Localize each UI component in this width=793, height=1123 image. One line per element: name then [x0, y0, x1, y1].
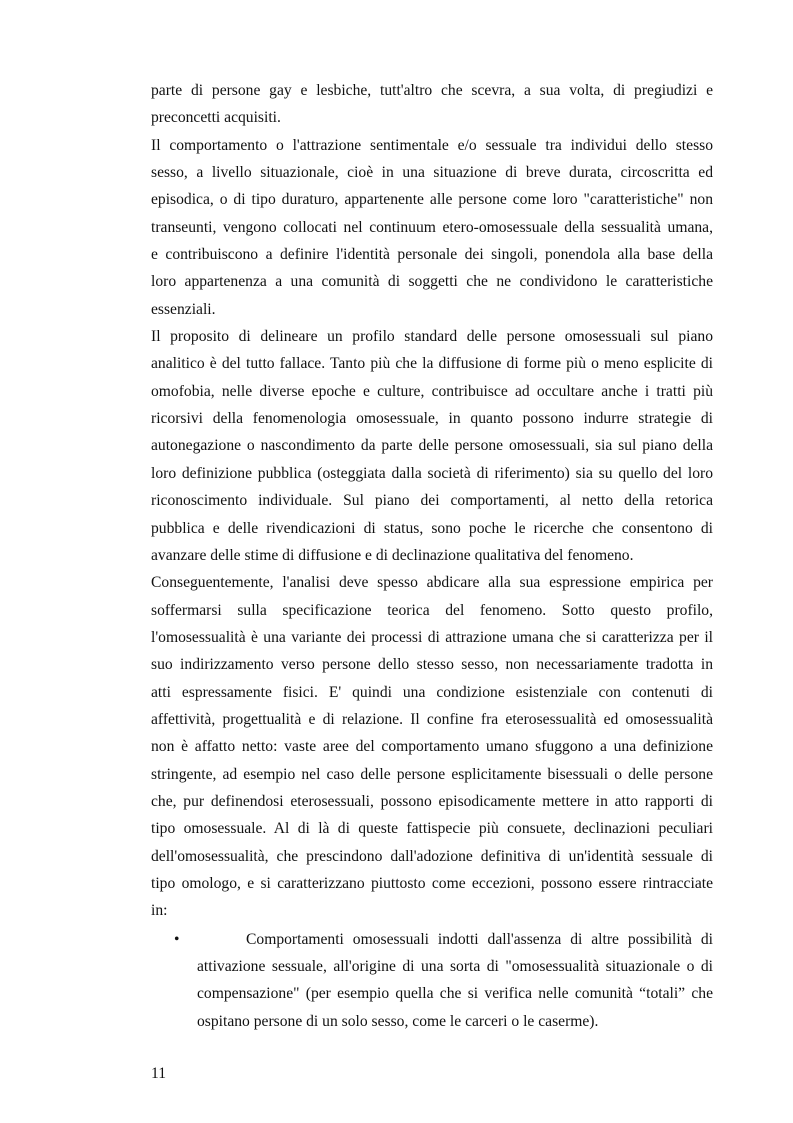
text-line: loro definizione pubblica (osteggiata dalla società di riferimento) sia su quello del loro	[151, 464, 713, 482]
text-line: che, pur definendosi eterosessuali, possono episodicamente mettere in atto rapporti di	[151, 792, 713, 810]
text-line: stringente, ad esempio nel caso delle persone esplicitamente bisessuali o delle persone	[151, 765, 713, 783]
bullet-list-item	[151, 926, 713, 1035]
text-line: avanzare delle stime di diffusione e di declinazione qualitativa del fenomeno.	[151, 546, 634, 564]
text-line: transeunti, vengono collocati nel continuum etero-omosessuale della sessualità umana,	[151, 218, 713, 236]
text-line: suo indirizzamento verso persone dello stesso sesso, non necessariamente tradotta in	[151, 656, 713, 674]
text-line: tipo omosessuale. Al di là di queste fattispecie più consuete, declinazioni peculiari	[151, 820, 713, 838]
text-line: e contribuiscono a definire l'identità personale dei singoli, ponendola alla base della	[151, 246, 713, 264]
text-line: compensazione" (per esempio quella che si verifica nelle comunità “totali” che	[197, 985, 713, 1003]
text-line: affettività, progettualità e di relazione. Il confine fra eterosessualità ed omosessualità	[151, 710, 713, 728]
document-body	[151, 77, 713, 1035]
text-line: in:	[151, 902, 168, 920]
paragraph-profile	[151, 323, 713, 569]
text-line: non è affatto netto: vaste aree del comportamento umano sfuggono a una definizione	[151, 738, 713, 756]
text-line: ricorsivi della fenomenologia omosessuale, in quanto possono indurre strategie di	[151, 410, 713, 428]
text-line: attivazione sessuale, all'origine di una sorta di "omosessualità situazionale o di	[197, 958, 713, 975]
text-line: preconcetti acquisiti.	[151, 109, 281, 127]
text-line: Conseguentemente, l'analisi deve spesso abdicare alla sua espressione empirica per	[151, 574, 713, 592]
paragraph-continuation	[151, 77, 713, 132]
text-line: Comportamenti omosessuali indotti dall'assenza di altre possibilità di	[246, 930, 713, 948]
text-line: sesso, a livello situazionale, cioè in una situazione di breve durata, circoscritta ed	[151, 164, 713, 182]
text-line: ospitano persone di un solo sesso, come le carceri o le caserme).	[197, 1012, 599, 1030]
bullet-text	[197, 926, 713, 1035]
paragraph-definition	[151, 132, 713, 323]
text-line: parte di persone gay e lesbiche, tutt'altro che scevra, a sua volta, di pregiudizi e	[151, 82, 713, 99]
text-line: atti espressamente fisici. E' quindi una condizione esistenziale con contenuti di	[151, 683, 713, 701]
paragraph-analysis	[151, 569, 713, 924]
text-line: tipo omologo, e si caratterizzano piuttosto come eccezioni, possono essere rintracciate	[151, 874, 713, 892]
text-line: riconoscimento individuale. Sul piano dei comportamenti, al netto della retorica	[151, 492, 713, 510]
text-line: omofobia, nelle diverse epoche e culture, contribuisce ad occultare anche i tratti più	[151, 382, 713, 400]
text-line: pubblica e delle rivendicazioni di status, sono poche le ricerche che consentono di	[151, 519, 713, 537]
text-line: Il comportamento o l'attrazione sentimentale e/o sessuale tra individui dello stesso	[151, 136, 713, 154]
text-line: autonegazione o nascondimento da parte delle persone omosessuali, sia sul piano della	[151, 437, 713, 455]
page-number: 11	[151, 1065, 167, 1082]
text-line: l'omosessualità è una variante dei processi di attrazione umana che si caratterizza per il	[151, 628, 713, 646]
text-line: soffermarsi sulla specificazione teorica del fenomeno. Sotto questo profilo,	[151, 601, 713, 619]
text-line: Il proposito di delineare un profilo standard delle persone omosessuali sul piano	[151, 328, 713, 346]
text-line: episodica, o di tipo duraturo, appartenente alle persone come loro "caratteristiche" non	[151, 191, 713, 209]
text-line: essenziali.	[151, 300, 216, 318]
text-line: analitico è del tutto fallace. Tanto più che la diffusione di forme più o meno esplicite di	[151, 355, 713, 373]
bullet-icon: •	[174, 930, 180, 948]
text-line: dell'omosessualità, che prescindono dall'adozione definitiva di un'identità sessuale di	[151, 847, 713, 865]
text-line: loro appartenenza a una comunità di soggetti che ne condividono le caratteristiche	[151, 273, 713, 291]
